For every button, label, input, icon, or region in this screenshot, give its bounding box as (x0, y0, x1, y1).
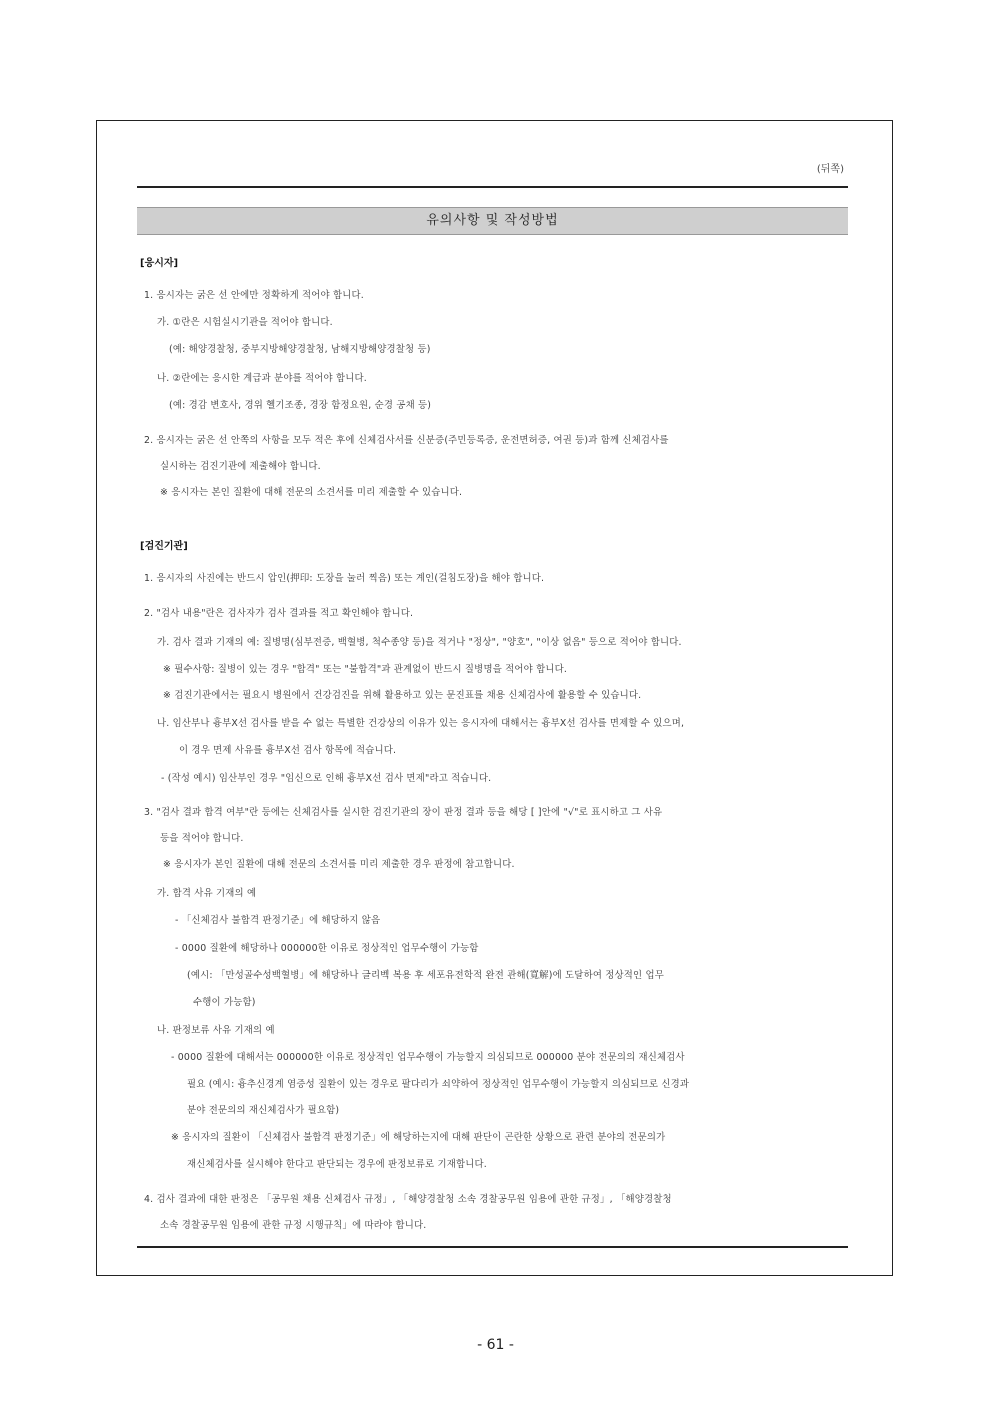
clinic-line: 나. 임산부나 흉부X선 검사를 받을 수 없는 특별한 건강상의 이유가 있는 응시자에 대해서는 흉부X선 검사를 면제할 수 있으며, (157, 718, 685, 729)
clinic-line: - 0000 질환에 대해서는 000000한 이유로 정상적인 업무수행이 가능할지 의심되므로 000000 분야 전문의의 재신체검사 (171, 1052, 685, 1063)
clinic-line: 필요 (예시: 흉추신경계 염증성 질환이 있는 경우로 팔다리가 쇠약하여 정상적인 업무수행이 가능할지 의심되므로 신경과 (187, 1079, 690, 1090)
clinic-line: 이 경우 면제 사유를 흉부X선 검사 항목에 적습니다. (179, 745, 397, 756)
section-heading-clinic: [검진기관] (140, 541, 188, 552)
page-number: - 61 - (477, 1337, 514, 1353)
clinic-line: ※ 응시자가 본인 질환에 대해 전문의 소견서를 미리 제출한 경우 판정에 참고합니다. (163, 859, 515, 870)
clinic-line: - 「신체검사 불합격 판정기준」에 해당하지 않음 (175, 915, 381, 926)
clinic-line: ※ 응시자의 질환이 「신체검사 불합격 판정기준」에 해당하는지에 대해 판단이 곤란한 상황으로 관련 분야의 전문의가 (171, 1132, 666, 1143)
clinic-line: 3. "검사 결과 합격 여부"란 등에는 신체검사를 실시한 검진기관의 장이 판정 결과 등을 해당 [ ]안에 "√"로 표시하고 그 사유 (144, 807, 663, 818)
applicant-line: 가. ①란은 시험실시기관을 적어야 합니다. (157, 317, 333, 328)
applicant-line: (예: 해양경찰청, 중부지방해양경찰청, 남해지방해양경찰청 등) (169, 344, 431, 355)
clinic-line: ※ 필수사항: 질병이 있는 경우 "합격" 또는 "불합격"과 관계없이 반드시 질병명을 적어야 합니다. (163, 664, 568, 675)
clinic-line: (예시: 「만성골수성백혈병」에 해당하나 글리벡 복용 후 세포유전학적 완전 관해(寬解)에 도달하여 정상적인 업무 (187, 970, 664, 981)
clinic-line: 가. 검사 결과 기재의 예: 질병명(심부전증, 백혈병, 척수종양 등)을 적거나 "정상", "양호", "이상 없음" 등으로 적어야 합니다. (157, 637, 682, 648)
top-rule (137, 186, 848, 188)
applicant-line: ※ 응시자는 본인 질환에 대해 전문의 소견서를 미리 제출할 수 있습니다. (160, 487, 463, 498)
section-heading-applicant: [응시자] (140, 258, 179, 269)
applicant-line: 2. 응시자는 굵은 선 안쪽의 사항을 모두 적은 후에 신체검사서를 신분증(주민등록증, 운전면허증, 여권 등)과 함께 신체검사를 (144, 435, 669, 446)
clinic-line: 1. 응시자의 사진에는 반드시 압인(押印: 도장을 눌러 찍음) 또는 계인(걸침도장)을 해야 합니다. (144, 573, 545, 584)
clinic-line: 재신체검사를 실시해야 한다고 판단되는 경우에 판정보류로 기재합니다. (187, 1159, 487, 1170)
applicant-line: (예: 경감 변호사, 경위 헬기조종, 경장 함정요원, 순경 공채 등) (169, 400, 432, 411)
banner-title: 유의사항 및 작성방법 (137, 207, 848, 235)
clinic-line: 가. 합격 사유 기재의 예 (157, 888, 257, 899)
applicant-line: 나. ②란에는 응시한 계급과 분야를 적어야 합니다. (157, 373, 367, 384)
bottom-rule (137, 1246, 848, 1248)
clinic-line: 소속 경찰공무원 임용에 관한 규정 시행규칙」에 따라야 합니다. (160, 1220, 427, 1231)
applicant-line: 1. 응시자는 굵은 선 안에만 정확하게 적어야 합니다. (144, 290, 364, 301)
applicant-line: 실시하는 검진기관에 제출해야 합니다. (160, 461, 321, 472)
clinic-line: ※ 검진기관에서는 필요시 병원에서 건강검진을 위해 활용하고 있는 문진표를 채용 신체검사에 활용할 수 있습니다. (163, 690, 642, 701)
clinic-line: 수행이 가능함) (193, 997, 256, 1008)
clinic-line: 분야 전문의의 재신체검사가 필요함) (187, 1105, 340, 1116)
clinic-line: 나. 판정보류 사유 기재의 예 (157, 1025, 275, 1036)
back-side-label: (뒤쪽) (816, 164, 844, 175)
clinic-line: - (작성 예시) 임산부인 경우 "임신으로 인해 흉부X선 검사 면제"라고 적습니다. (161, 773, 492, 784)
clinic-line: 2. "검사 내용"란은 검사자가 검사 결과를 적고 확인해야 합니다. (144, 608, 414, 619)
clinic-line: 4. 검사 결과에 대한 판정은 「공무원 채용 신체검사 규정」, 「해양경찰청 소속 경찰공무원 임용에 관한 규정」, 「해양경찰청 (144, 1194, 672, 1205)
clinic-line: - 0000 질환에 해당하나 000000한 이유로 정상적인 업무수행이 가능함 (175, 943, 479, 954)
document-frame (96, 120, 893, 1276)
clinic-line: 등을 적어야 합니다. (160, 833, 244, 844)
